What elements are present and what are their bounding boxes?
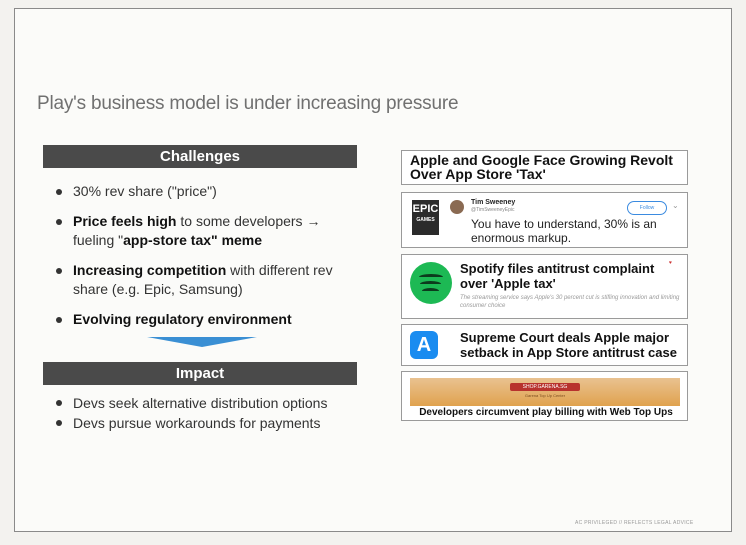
- appstore-headline: Supreme Court deals Apple major setback in App Store antitrust case: [460, 330, 677, 360]
- epic-games-logo: EPIC GAMES: [412, 200, 439, 235]
- tweet-handle: @TimSweeneyEpic: [471, 207, 515, 213]
- challenge-item: Evolving regulatory environment: [53, 310, 353, 329]
- avatar: [450, 200, 464, 214]
- impact-item: Devs seek alternative distribution options: [53, 393, 373, 413]
- chevron-down-icon: ⌄: [672, 201, 679, 210]
- appstore-card: [401, 324, 688, 366]
- footer-note: AC PRIVILEGED // REFLECTS LEGAL ADVICE: [575, 520, 694, 526]
- tweet-author: Tim Sweeney: [471, 199, 516, 206]
- impact-list: [53, 393, 373, 433]
- follow-button: Follow: [627, 201, 667, 215]
- slide-title: Play's business model is under increasing pressure: [37, 93, 459, 114]
- tweet-card: [401, 192, 688, 248]
- slide: [14, 8, 732, 532]
- web-topup-card: [401, 371, 688, 421]
- challenge-item: 30% rev share ("price"): [53, 182, 353, 201]
- garena-banner-subtitle: Garena Top Up Center: [524, 393, 566, 398]
- garena-banner: [410, 378, 680, 406]
- impact-header: Impact: [43, 362, 357, 385]
- challenge-item: Price feels high to some developers → fueling "app-store tax" meme: [53, 212, 353, 250]
- news-headline-card: [401, 150, 688, 185]
- web-topup-caption: Developers circumvent play billing with Web Top Ups: [419, 407, 673, 418]
- challenges-header: Challenges: [43, 145, 357, 168]
- down-chevron-icon: [147, 337, 257, 347]
- news-headline: Apple and Google Face Growing Revolt Over App Store 'Tax': [410, 152, 673, 182]
- garena-shop-pill: SHOP.GARENA.SG: [510, 383, 580, 391]
- challenges-list: [53, 182, 353, 340]
- spotify-subtitle: The streaming service says Apple's 30 percent cut is stifling innovation and limiting consumer choice: [460, 295, 680, 309]
- app-store-icon: A: [410, 331, 438, 359]
- spotify-headline: Spotify files antitrust complaint over 'Apple tax': [460, 261, 655, 291]
- challenge-item: Increasing competition with different rev share (e.g. Epic, Samsung): [53, 261, 353, 299]
- spotify-logo-icon: [410, 262, 452, 304]
- impact-item: Devs pursue workarounds for payments: [53, 413, 373, 433]
- heart-icon: ♥: [669, 260, 672, 266]
- tweet-text: You have to understand, 30% is an enormous markup.: [471, 217, 657, 245]
- spotify-card: [401, 254, 688, 319]
